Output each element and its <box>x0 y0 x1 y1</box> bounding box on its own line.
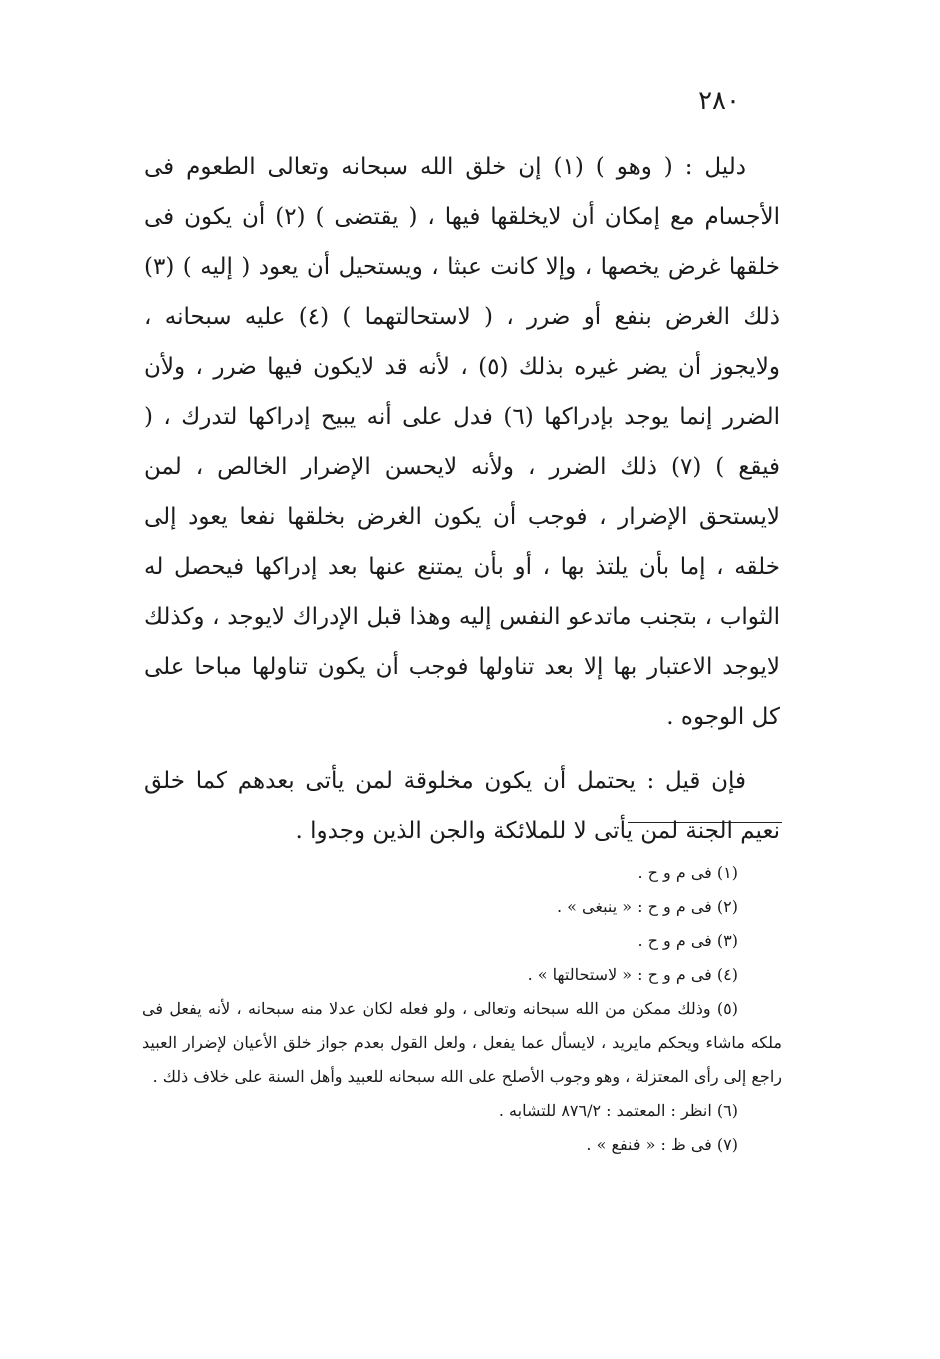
paragraph: فإن قيل : يحتمل أن يكون مخلوقة لمن يأتى بعدهم كما خلق نعيم الجنة لمن يأتى لا للملائكة والجن الذين وجدوا . <box>144 768 780 844</box>
page-number: ٢٨٠ <box>698 86 740 116</box>
footnote-5: (٥) وذلك ممكن من الله سبحانه وتعالى ، ولو فعله لكان عدلا منه سبحانه ، لأنه يفعل فى ملكه ماشاء ويحكم مايريد ، لايسأل عما يفعل ، ولعل القول بعدم جواز خلق الأعيان لإضرار العبيد راجع إلى رأى المعتزلة ، وهو وجوب الأصلح على الله سبحانه للعبيد وأهل السنة على خلاف ذلك . <box>142 999 782 1086</box>
paragraph: دليل : ( وهو ) (١) إن خلق الله سبحانه وتعالى الطعوم فى الأجسام مع إمكان أن لايخلقها فيها ، ( يقتضى ) (٢) أن يكون فى خلقها غرض يخصها ، وإلا كانت عبثا ، ويستحيل أن يعود ( إليه ) (٣) ذلك الغرض بنفع أو ضرر ، ( لاستحالتهما ) (٤) عليه سبحانه ، ولايجوز أن يضر غيره بذلك (٥) ، لأنه قد لايكون فيها ضرر ، ولأن الضرر إنما يوجد بإدراكها (٦) فدل على أنه يبيح إدراكها لتدرك ، ( فيقع ) (٧) ذلك الضرر ، ولأنه لايحسن الإضرار الخالص ، لمن لايستحق الإضرار ، فوجب أن يكون الغرض بخلقها نفعا يعود إلى خلقه ، إما بأن يلتذ بها ، أو بأن يمتنع عنها بعد إدراكها فيحصل له الثواب ، بتجنب ماتدعو النفس إليه وهذا قبل الإدراك لايوجد ، وكذلك لايوجد الاعتبار بها إلا بعد تناولها فوجب أن يكون تناولها مباحا على كل الوجوه . <box>144 154 781 730</box>
footnote-1: (١) فى م و ح . <box>637 863 738 882</box>
footnote-6: (٦) انظر : المعتمد : ٨٧٦/٢ للتشابه . <box>498 1101 738 1120</box>
main-text <box>144 142 780 856</box>
footnote-7: (٧) فى ظ : « فنفع » . <box>586 1135 738 1154</box>
footnote-4: (٤) فى م و ح : « لاستحالتها » . <box>527 965 738 984</box>
footnotes <box>142 856 782 1162</box>
footnote-3: (٣) فى م و ح . <box>637 931 738 950</box>
footnote-separator <box>628 822 782 823</box>
footnote-2: (٢) فى م و ح : « ينبغى » . <box>556 897 738 916</box>
